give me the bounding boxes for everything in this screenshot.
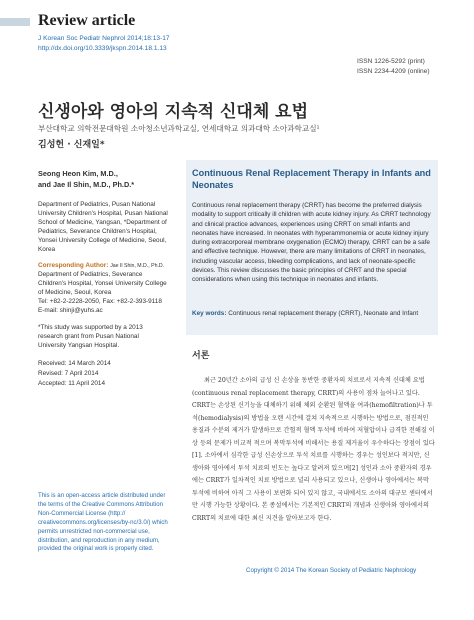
corr-address: Department of Pediatrics, Severance Children's Hospital, Yonsei University College of Medicine, Seoul, Korea xyxy=(38,271,167,297)
korean-title: 신생아와 영아의 지속적 신대체 요법 xyxy=(38,102,309,122)
corr-label: Corresponding Author: xyxy=(38,262,109,270)
citation-block xyxy=(38,34,170,53)
corr-name: Jae Il Shin, M.D., Ph.D. xyxy=(110,263,165,270)
journal-citation: J Korean Soc Pediatr Nephrol 2014;18:13-17 xyxy=(38,35,170,42)
author-line-2: and Jae Il Shin, M.D., Ph.D.* xyxy=(38,180,135,189)
funding-note: *This study was supported by a 2013 research grant from Pusan National University Yangsan Hospital. xyxy=(38,323,143,349)
left-column xyxy=(38,168,168,390)
affiliations: Department of Pediatrics, Pusan National University Children's Hospital, Pusan National School of Medicine, Yangsan, *Department of Pediatrics, Severance Children's Hospital, Yonsei University College of Medicine, Seoul, Korea xyxy=(38,201,168,253)
keywords-text: Continuous renal replacement therapy (CRRT), Neonate and Infant xyxy=(228,310,419,317)
corr-contact: Tel: +82-2-2228-2050, Fax: +82-2-393-9118 xyxy=(38,298,162,306)
issn-block xyxy=(357,57,430,76)
author-line-1: Seong Heon Kim, M.D., xyxy=(38,169,118,178)
corr-email[interactable]: E-mail: shinji@yuhs.ac xyxy=(38,306,103,314)
received-date: Received: 14 March 2014 xyxy=(38,359,111,367)
article-dates xyxy=(38,359,168,390)
keywords-label: Key words: xyxy=(192,310,227,317)
doi-link[interactable]: http://dx.doi.org/10.3339/jkspn.2014.18.1.13 xyxy=(38,44,167,52)
revised-date: Revised: 7 April 2014 xyxy=(38,370,99,377)
abstract-body: Continuous renal replacement therapy (CRRT) has become the preferred dialysis modality to support critically ill children with acute kidney injury. As CRRT technology and clinical practice advances, experiences using CRRT on small infants and neonates have increased. In neonates with hyperammonemia or acute kidney injury during extracorporeal membrane oxygenation (ECMO) therapy, CRRT can be a safe and effective technique. However, there are many limitations of CRRT in neonates, including vascular access, bleeding complications, and lack of neonate-specific devices. This review discusses the basic principles of CRRT and the special considerations when using this technique in neonates and infants. xyxy=(192,202,431,284)
accepted-date: Accepted: 11 April 2014 xyxy=(38,380,106,388)
korean-affiliation: 부산대학교 의학전문대학원 소아청소년과학교실, 연세대학교 의과대학 소아과학교실¹ xyxy=(38,124,320,133)
corresponding-author xyxy=(38,262,168,315)
license-note: This is an open-access article distributed under the terms of the Creative Commons Attribution Non-Commercial License (http:// creativecommons.org/licenses/by-nc/3.0/) which permits unrestricted non-commercial use, distribution, and reproduction in any medium, provided the original work is properly cited. xyxy=(38,492,168,553)
korean-authors: 김성헌 · 신재일* xyxy=(38,140,105,150)
article-type: Review article xyxy=(38,12,136,29)
issn-print: ISSN 1226-5292 (print) xyxy=(357,58,425,65)
section-heading: 서론 xyxy=(192,351,210,361)
keywords xyxy=(192,310,434,317)
copyright: Copyright © 2014 The Korean Society of Pediatric Nephrology xyxy=(246,567,417,574)
abstract-title: Continuous Renal Replacement Therapy in Infants and Neonates xyxy=(192,168,431,190)
header-accent-bar xyxy=(0,18,30,26)
section-body: 최근 20년간 소아의 급성 신 손상을 동반한 중환자의 치료로서 지속적 신대체 요법(continuous renal replacement therapy, CRRT)의 사용이 점차 늘어나고 있다. CRRT는 손상된 신기능을 대체하기 위해 체외 순환된 혈액을 여과(hemofiltration)나 투석(hemodialysis)의 방법을 오랜 시간에 걸쳐 지속적으로 시행하는 방법으로, 점진적인 용질과 수분의 제거가 발생하므로 간헐적 혈액 투석에 비하여 저혈압이나 급격한 전해질 이상 등의 문제가 비교적 적으며 복막투석에 비해서는 용질 제거율이 우수하다는 장점이 있다[1]. 소아에서 심각한 급성 신손상으로 투석 치료를 시행하는 경우는 성인보다 적지만, 신생아와 영아에서 투석 치료의 빈도는 높다고 알려져 있으며[2] 성인과 소아 중환자의 경우에는 CRRT가 일차적인 치료 방법으로 널리 사용되고 있으나, 신생아나 영아에서는 복막 투석에 비하여 아직 그 사용이 보편화 되어 있지 않고, 국내에서도 소아의 대규모 센터에서만 시행 가능한 상황이다. 본 종설에서는 기본적인 CRRT의 개념과 신생아와 영아에서의 CRRT의 치료에 대한 최신 지견을 알아보고자 한다. xyxy=(192,377,435,523)
issn-online: ISSN 2234-4209 (online) xyxy=(357,67,430,75)
english-authors xyxy=(38,168,168,190)
